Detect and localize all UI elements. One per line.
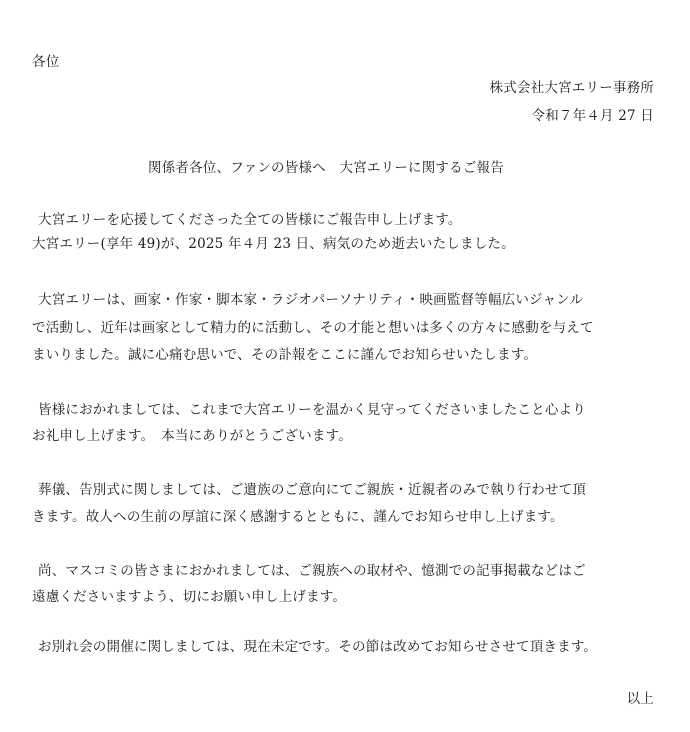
- closing-mark: 以上: [626, 691, 654, 707]
- paragraph-6-line-1: お別れ会の開催に関しましては、現在未定です。その節は改めてお知らせさせて頂きます。: [38, 639, 598, 655]
- letter-date: 令和７年４月 27 日: [531, 108, 654, 124]
- sender-company: 株式会社大宮エリー事務所: [489, 80, 654, 96]
- paragraph-1-line-1: 大宮エリーを応援してくださった全ての皆様にご報告申し上げます。: [38, 212, 462, 228]
- paragraph-3-line-2: お礼申し上げます。 本当にありがとうございます。: [32, 428, 352, 444]
- letter-title: 関係者各位、ファンの皆様へ 大宮エリーに関するご報告: [148, 160, 504, 176]
- paragraph-4-line-2: きます。故人への生前の厚誼に深く感謝するとともに、謹んでお知らせ申し上げます。: [32, 509, 564, 525]
- paragraph-2-line-3: まいりました。誠に心痛む思いで、その訃報をここに謹んでお知らせいたします。: [32, 347, 538, 363]
- paragraph-1-line-2: 大宮エリー(享年 49)が、2025 年４月 23 日、病気のため逝去いたしました。: [32, 236, 515, 252]
- paragraph-5-line-1: 尚、マスコミの皆さまにおかれましては、ご親族への取材や、憶測での記事掲載などはご: [38, 563, 586, 579]
- paragraph-3-line-1: 皆様におかれましては、これまで大宮エリーを温かく見守ってくださいましたこと心より: [38, 402, 586, 418]
- paragraph-5-line-2: 遠慮くださいますよう、切にお願い申し上げます。: [32, 589, 347, 605]
- paragraph-2-line-2: で活動し、近年は画家として精力的に活動し、その才能と想いは多くの方々に感動を与えて: [32, 320, 594, 336]
- paragraph-4-line-1: 葬儀、告別式に関しましては、ご遺族のご意向にてご親族・近親者のみで執り行わせて頂: [38, 482, 586, 498]
- paragraph-2-line-1: 大宮エリーは、画家・作家・脚本家・ラジオパーソナリティ・映画監督等幅広いジャンル: [38, 292, 584, 308]
- addressee: 各位: [32, 54, 60, 70]
